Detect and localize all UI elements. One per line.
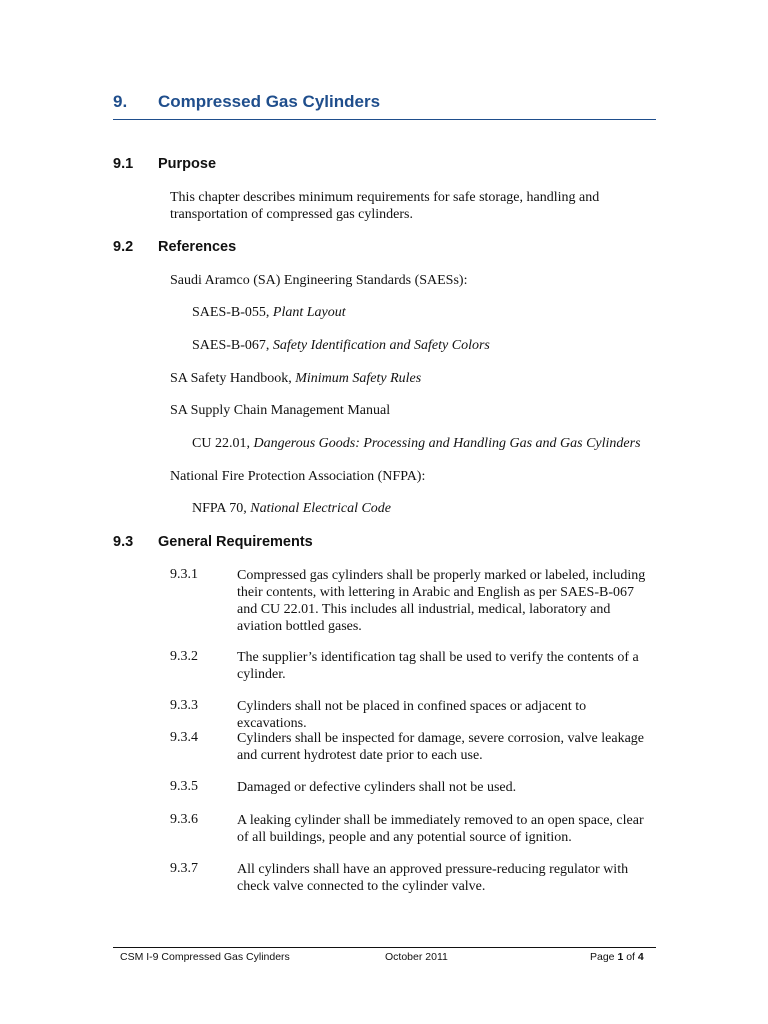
section-number: 9.3	[113, 534, 134, 550]
reference-supply-chain: SA Supply Chain Management Manual	[170, 403, 391, 418]
section-title: Purpose	[158, 156, 217, 172]
reference-code: NFPA 70,	[192, 501, 251, 516]
reference-cu-22-01	[192, 435, 641, 452]
page-prefix: Page	[590, 951, 618, 963]
chapter-rule	[113, 119, 656, 120]
requirement-number: 9.3.1	[170, 567, 198, 582]
reference-title: Minimum Safety Rules	[295, 371, 422, 386]
requirement-text: Cylinders shall be inspected for damage, severe corrosion, valve leakage and current hydrotest date prior to each use.	[237, 731, 645, 763]
reference-title: Plant Layout	[272, 305, 346, 320]
reference-code: CU 22.01,	[192, 436, 254, 451]
reference-saes-b-055	[192, 304, 346, 321]
requirement-text: Compressed gas cylinders shall be properly marked or labeled, including their contents, with lettering in Arabic and English as per SAES-B-067 and CU 22.01. This includes all industrial, medical, laboratory and aviation bottled gases.	[237, 568, 646, 634]
reference-code: SAES-B-067,	[192, 338, 273, 353]
requirement-number: 9.3.7	[170, 861, 198, 876]
reference-title: National Electrical Code	[250, 501, 392, 516]
requirement-number: 9.3.2	[170, 649, 198, 664]
chapter-number: 9.	[113, 92, 128, 111]
chapter-title: Compressed Gas Cylinders	[158, 92, 381, 111]
reference-title: Safety Identification and Safety Colors	[272, 338, 490, 353]
reference-title: Dangerous Goods: Processing and Handling Gas and Gas Cylinders	[253, 436, 641, 451]
page-current: 1	[617, 951, 624, 963]
requirement-text: A leaking cylinder shall be immediately removed to an open space, clear of all buildings, people and any potential source of ignition.	[237, 813, 644, 845]
reference-nfpa-70	[192, 500, 391, 517]
requirement-text: Damaged or defective cylinders shall not be used.	[237, 780, 517, 795]
requirement-number: 9.3.3	[170, 698, 198, 713]
footer-page-number	[590, 951, 644, 963]
section-title: General Requirements	[158, 534, 313, 550]
reference-nfpa-intro: National Fire Protection Association (NFPA):	[170, 469, 426, 484]
footer-document-title: CSM I-9 Compressed Gas Cylinders	[120, 951, 290, 963]
reference-saes-b-067	[192, 337, 490, 354]
footer-date: October 2011	[385, 951, 448, 963]
requirement-number: 9.3.6	[170, 812, 198, 827]
section-number: 9.1	[113, 156, 134, 172]
page-total: 4	[637, 951, 644, 963]
section-title: References	[158, 239, 237, 255]
requirement-text: Cylinders shall not be placed in confined spaces or adjacent to excavations.	[237, 699, 587, 731]
reference-code: SAES-B-055,	[192, 305, 273, 320]
requirement-number: 9.3.4	[170, 730, 198, 745]
purpose-body: This chapter describes minimum requirements for safe storage, handling and transportation of compressed gas cylinders.	[170, 190, 600, 222]
section-number: 9.2	[113, 239, 134, 255]
reference-safety-handbook	[170, 370, 421, 387]
reference-saes-intro: Saudi Aramco (SA) Engineering Standards (SAESs):	[170, 273, 468, 288]
footer-rule	[113, 947, 656, 948]
reference-code: SA Safety Handbook,	[170, 371, 296, 386]
requirement-text: All cylinders shall have an approved pressure-reducing regulator with check valve connected to the cylinder valve.	[237, 862, 629, 894]
page-of: of	[623, 951, 638, 963]
requirement-text: The supplier’s identification tag shall be used to verify the contents of a cylinder.	[237, 650, 639, 682]
requirement-number: 9.3.5	[170, 779, 198, 794]
